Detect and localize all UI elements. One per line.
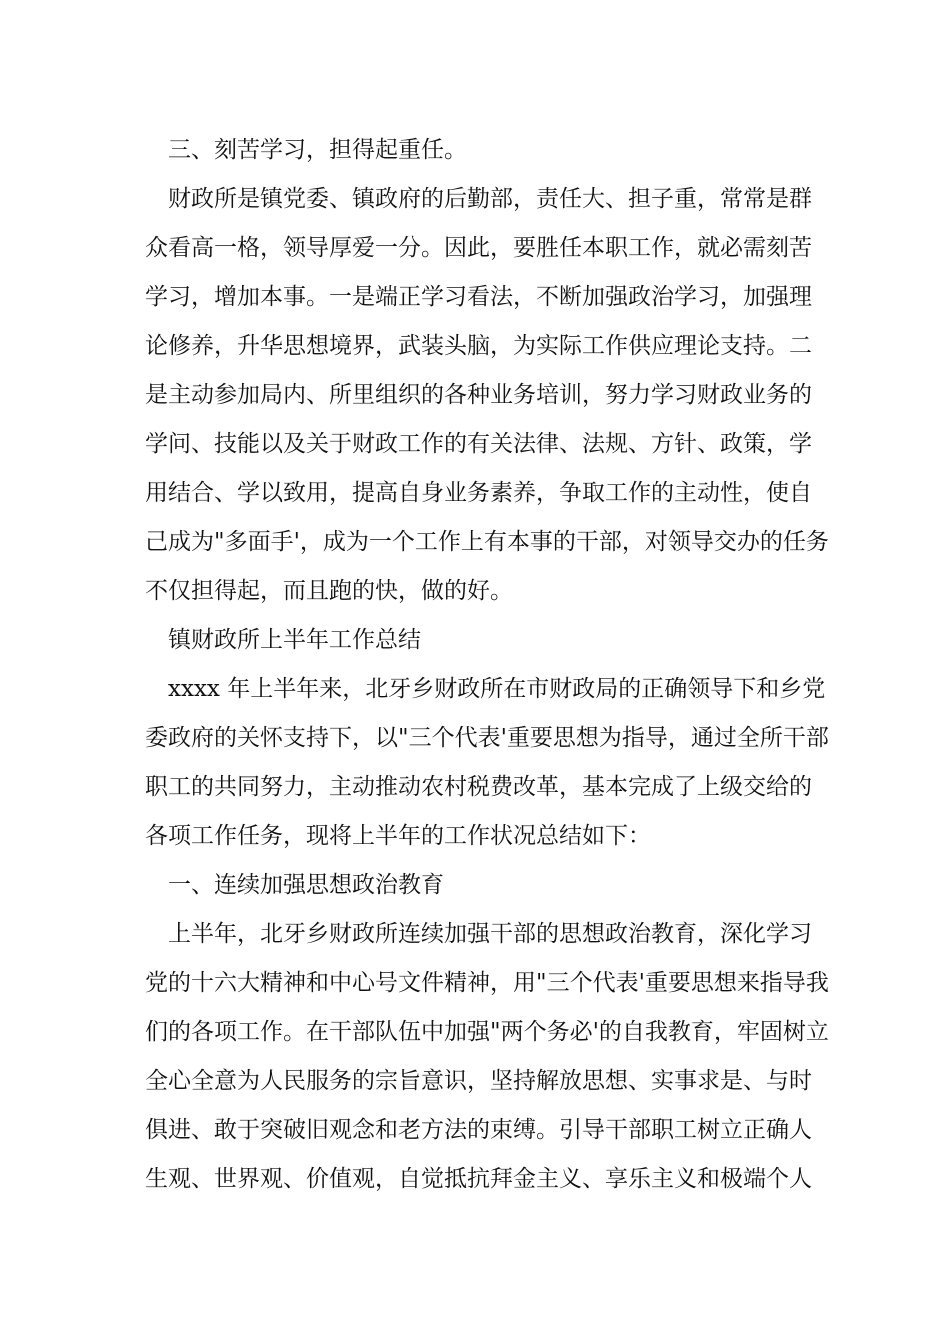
- paragraph-line: 己成为"多面手'，成为一个工作上有本事的干部，对领导交办的任务: [145, 529, 829, 555]
- paragraph-line: 俱进、敢于突破旧观念和老方法的束缚。引导干部职工树立正确人: [145, 1117, 812, 1143]
- paragraph-line: 各项工作任务，现将上半年的工作状况总结如下：: [145, 823, 651, 849]
- document-body: [145, 126, 829, 1204]
- paragraph-line: 用结合、学以致用，提高自身业务素养，争取工作的主动性，使自: [145, 480, 812, 506]
- paragraph-line: 党的十六大精神和中心号文件精神，用"三个代表'重要思想来指导我: [145, 970, 829, 996]
- section-heading-3: 三、刻苦学习，担得起重任。: [168, 137, 467, 163]
- paragraph-line: 是主动参加局内、所里组织的各种业务培训，努力学习财政业务的: [145, 382, 812, 408]
- paragraph-line: xxxx 年上半年来，北牙乡财政所在市财政局的正确领导下和乡党: [168, 676, 826, 702]
- document-title: 镇财政所上半年工作总结: [168, 627, 421, 653]
- paragraph-line: 财政所是镇党委、镇政府的后勤部，责任大、担子重，常常是群: [168, 186, 812, 212]
- paragraph-line: 学问、技能以及关于财政工作的有关法律、法规、方针、政策，学: [145, 431, 812, 457]
- paragraph-line: 学习，增加本事。一是端正学习看法，不断加强政治学习，加强理: [145, 284, 812, 310]
- paragraph-line: 职工的共同努力，主动推动农村税费改革，基本完成了上级交给的: [145, 774, 812, 800]
- section-heading-1: 一、连续加强思想政治教育: [168, 872, 444, 898]
- paragraph-line: 全心全意为人民服务的宗旨意识，坚持解放思想、实事求是、与时: [145, 1068, 812, 1094]
- paragraph-line: 众看高一格，领导厚爱一分。因此，要胜任本职工作，就必需刻苦: [145, 235, 812, 261]
- paragraph-line: 委政府的关怀支持下，以"三个代表'重要思想为指导，通过全所干部: [145, 725, 829, 751]
- paragraph-line: 论修养，升华思想境界，武装头脑，为实际工作供应理论支持。二: [145, 333, 812, 359]
- paragraph-line: 们的各项工作。在干部队伍中加强"两个务必'的自我教育，牢固树立: [145, 1019, 829, 1045]
- paragraph-line: 不仅担得起，而且跑的快，做的好。: [145, 578, 513, 604]
- paragraph-line: 上半年，北牙乡财政所连续加强干部的思想政治教育，深化学习: [168, 921, 812, 947]
- paragraph-line: 生观、世界观、价值观，自觉抵抗拜金主义、享乐主义和极端个人: [145, 1166, 812, 1192]
